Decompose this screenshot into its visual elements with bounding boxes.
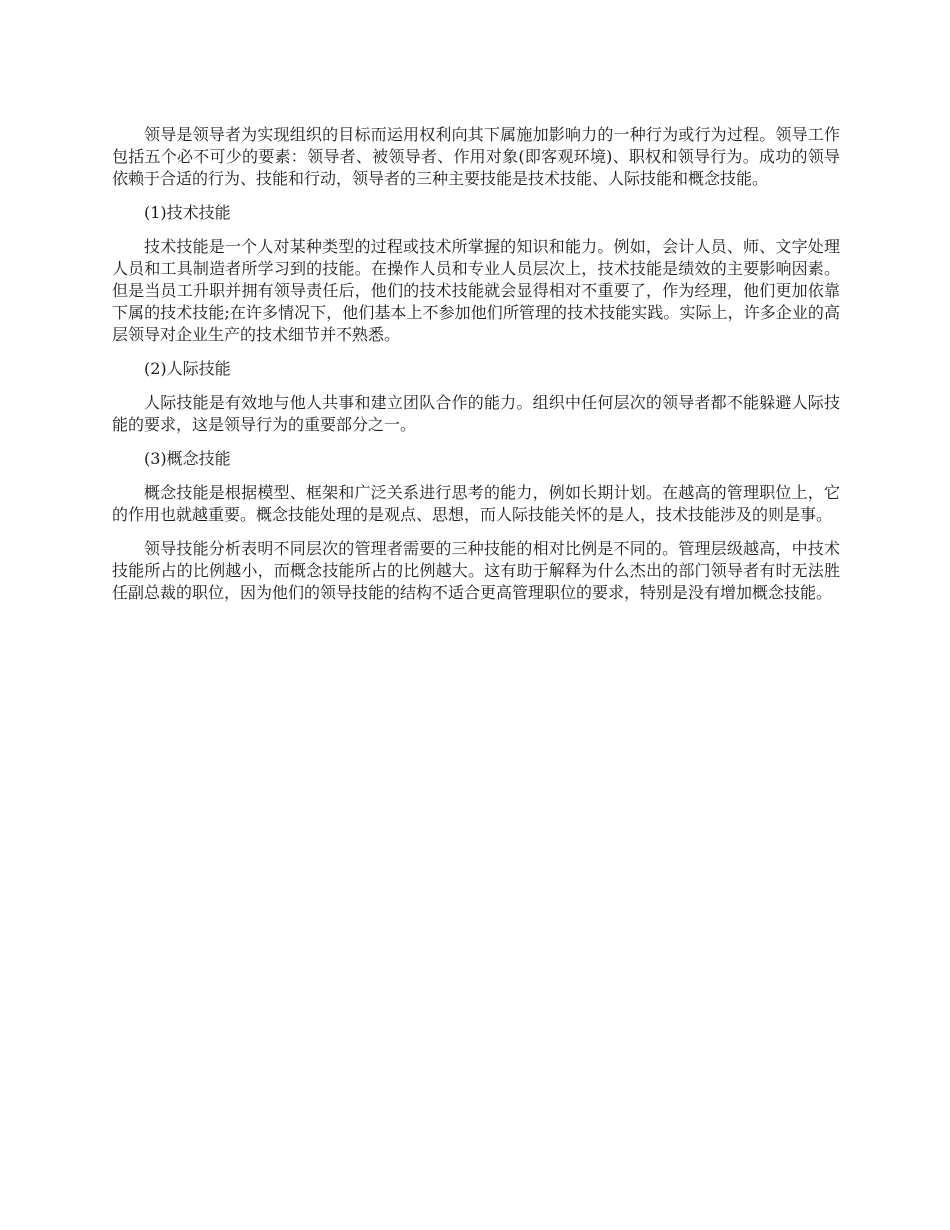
heading-technical-skills: (1)技术技能 <box>144 203 231 222</box>
heading-interpersonal-skills: (2)人际技能 <box>144 359 231 378</box>
heading-conceptual-skills: (3)概念技能 <box>144 449 231 468</box>
paragraph-technical-skills: 技术技能是一个人对某种类型的过程或技术所掌握的知识和能力。例如，会计人员、师、文字处理人员和工具制造者所学习到的技能。在操作人员和专业人员层次上，技术技能是绩效的主要影响因素。但是当员工升职并拥有领导责任后，他们的技术技能就会显得相对不重要了，作为经理，他们更加依靠下属的技术技能;在许多情况下，他们基本上不参加他们所管理的技术技能实践。实际上，许多企业的高层领导对企业生产的技术细节并不熟悉。 <box>112 237 840 344</box>
paragraph-conceptual-skills: 概念技能是根据模型、框架和广泛关系进行思考的能力，例如长期计划。在越高的管理职位上，它的作用也就越重要。概念技能处理的是观点、思想，而人际技能关怀的是人，技术技能涉及的则是事。 <box>112 483 840 524</box>
paragraph-skill-analysis: 领导技能分析表明不同层次的管理者需要的三种技能的相对比例是不同的。管理层级越高，中技术技能所占的比例越小，而概念技能所占的比例越大。这有助于解释为什么杰出的部门领导者有时无法胜任副总裁的职位，因为他们的领导技能的结构不适合更高管理职位的要求，特别是没有增加概念技能。 <box>112 539 840 602</box>
document-page <box>112 124 840 616</box>
paragraph-interpersonal-skills: 人际技能是有效地与他人共事和建立团队合作的能力。组织中任何层次的领导者都不能躲避人际技能的要求，这是领导行为的重要部分之一。 <box>112 393 840 434</box>
paragraph-intro: 领导是领导者为实现组织的目标而运用权利向其下属施加影响力的一种行为或行为过程。领导工作包括五个必不可少的要素：领导者、被领导者、作用对象(即客观环境)、职权和领导行为。成功的领导依赖于合适的行为、技能和行动，领导者的三种主要技能是技术技能、人际技能和概念技能。 <box>112 125 840 188</box>
